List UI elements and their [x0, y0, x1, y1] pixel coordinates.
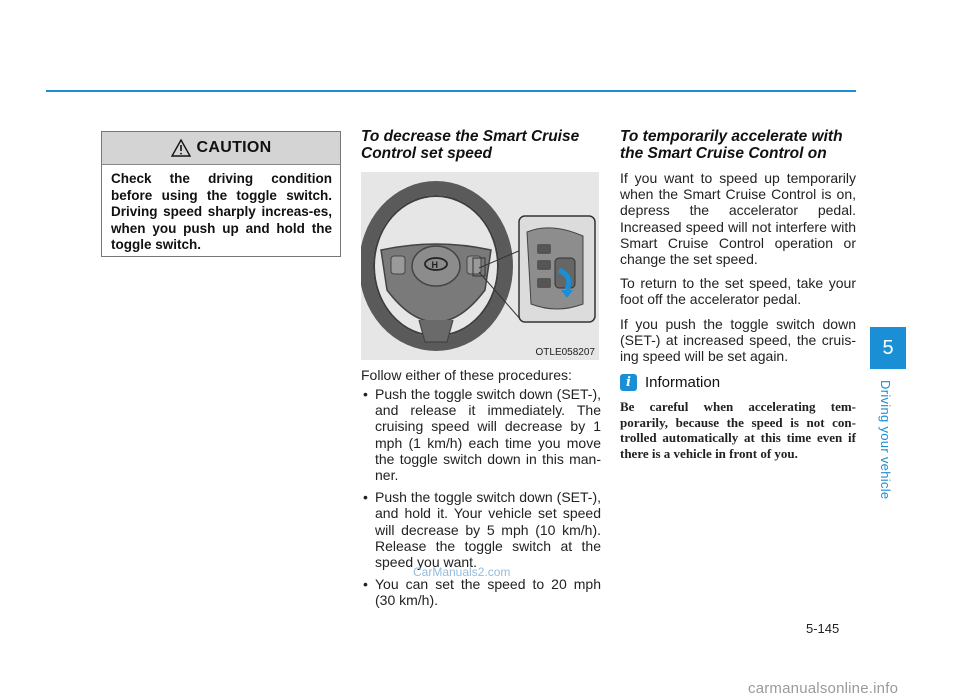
information-header — [620, 374, 856, 391]
accelerate-paragraph: To return to the set speed, take your foot off the accelerator pedal. — [620, 275, 856, 308]
svg-text:H: H — [431, 260, 438, 270]
steering-wheel-illustration — [361, 172, 599, 360]
accelerate-paragraph: If you push the toggle switch down (SET-) at increased speed, the cruis-ing speed will be set again. — [620, 315, 856, 365]
list-item: • Push the toggle switch down (SET-), and hold it. Your vehicle set speed will decrease by 5 mph (10 km/h). Release the toggle switch at the speed you want. — [361, 489, 601, 570]
accelerate-heading-line1: To temporarily accelerate with — [620, 128, 843, 145]
decrease-section-heading — [361, 128, 601, 162]
information-text: Be careful when accelerating tem-porarily, because the speed is not con-trolled automatically at this time even if there is a vehicle in front of you. — [620, 399, 856, 461]
section-name: Driving your vehicle — [878, 380, 893, 500]
caution-box — [101, 131, 341, 257]
list-item: • Push the toggle switch down (SET-), and release it immediately. The cruising speed will decrease by 1 mph (1 km/h) each time you move the toggle switch down in this man-ner. — [361, 386, 601, 483]
figure-code: OTLE058207 — [535, 347, 595, 358]
accelerate-paragraph: If you want to speed up temporarily when the Smart Cruise Control is on, depress the accelerator pedal. Increased speed will not interfere with Smart Cruise Control operation or change the set speed. — [620, 170, 856, 268]
section-tab-label — [876, 380, 900, 500]
caution-text: Check the driving condition before using the toggle switch. Driving speed sharply increas-es, when you push up and hold the toggle switch. — [111, 171, 332, 252]
warning-triangle-icon — [171, 139, 191, 157]
decrease-heading-line1: To decrease the Smart Cruise — [361, 128, 580, 145]
steering-wheel-figure — [361, 172, 599, 360]
caution-header — [102, 132, 340, 165]
decrease-heading-line2: Control set speed — [361, 145, 492, 162]
accelerate-heading-line2: the Smart Cruise Control on — [620, 145, 827, 162]
list-item: • You can set the speed to 20 mph (30 km/h). — [361, 576, 601, 608]
info-icon: i — [620, 374, 637, 391]
page-number: 5-145 — [806, 621, 840, 636]
top-rule — [46, 90, 856, 92]
procedure-list — [361, 386, 601, 615]
chapter-tab: 5 — [870, 327, 906, 369]
procedure-intro: Follow either of these procedures: — [361, 367, 572, 383]
watermark: CarManuals2.com — [413, 565, 511, 579]
information-title: Information — [645, 374, 721, 392]
caution-title: CAUTION — [196, 139, 272, 156]
accelerate-section — [620, 128, 856, 461]
footer-watermark: carmanualsonline.info — [748, 680, 899, 697]
